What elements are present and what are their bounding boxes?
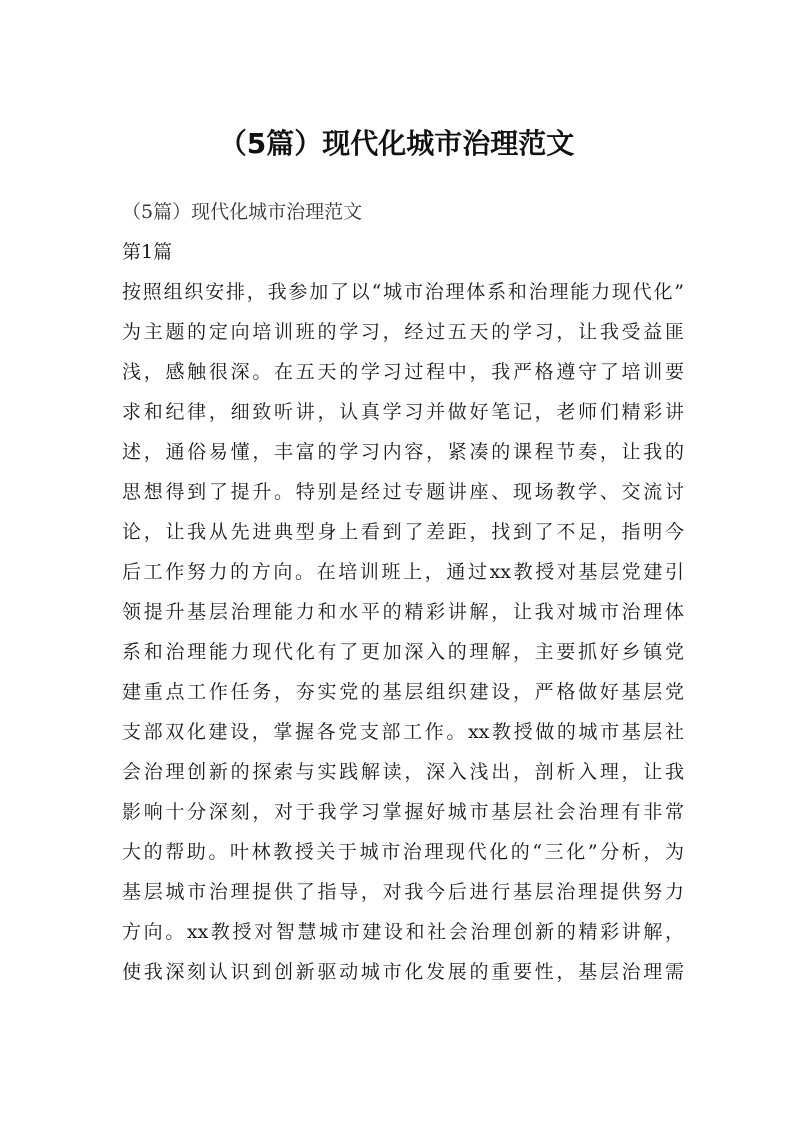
paragraph-line: 基层城市治理提供了指导，对我今后进行基层治理提供努力 [122,881,684,903]
paragraph-line: 按照组织安排，我参加了以“城市治理体系和治理能力现代化” [122,281,684,303]
paragraph-line: 思想得到了提升。特别是经过专题讲座、现场教学、交流讨 [122,481,684,503]
paragraph [122,272,684,992]
paragraph-line: 求和纪律，细致听讲，认真学习并做好笔记，老师们精彩讲 [122,401,684,423]
paragraph-line: 为主题的定向培训班的学习，经过五天的学习，让我受益匪 [122,321,684,343]
document-subtitle: （5篇）现代化城市治理范文 [122,201,363,223]
paragraph-line: 会治理创新的探索与实践解读，深入浅出，剖析入理，让我 [122,761,684,783]
section-heading: 第1篇 [122,241,173,263]
paragraph-line: 方向。xx教授对智慧城市建设和社会治理创新的精彩讲解， [122,921,684,943]
paragraph-line: 述，通俗易懂，丰富的学习内容，紧凑的课程节奏，让我的 [122,441,684,463]
document-body [122,192,684,992]
paragraph-line: 论，让我从先进典型身上看到了差距，找到了不足，指明今 [122,521,684,543]
paragraph-line: 影响十分深刻，对于我学习掌握好城市基层社会治理有非常 [122,801,684,823]
paragraph-line: 建重点工作任务，夯实党的基层组织建设，严格做好基层党 [122,681,684,703]
paragraph-line: 后工作努力的方向。在培训班上，通过xx教授对基层党建引 [122,561,684,583]
document-title: （5篇）现代化城市治理范文 [218,127,575,160]
paragraph-line: 支部双化建设，掌握各党支部工作。xx教授做的城市基层社 [122,721,684,743]
paragraph-line: 使我深刻认识到创新驱动城市化发展的重要性，基层治理需 [122,961,684,983]
paragraph-line: 浅，感触很深。在五天的学习过程中，我严格遵守了培训要 [122,361,684,383]
paragraph-line: 领提升基层治理能力和水平的精彩讲解，让我对城市治理体 [122,601,684,623]
paragraph-line: 大的帮助。叶林教授关于城市治理现代化的“三化”分析，为 [122,841,684,863]
paragraph-line: 系和治理能力现代化有了更加深入的理解，主要抓好乡镇党 [122,641,684,663]
